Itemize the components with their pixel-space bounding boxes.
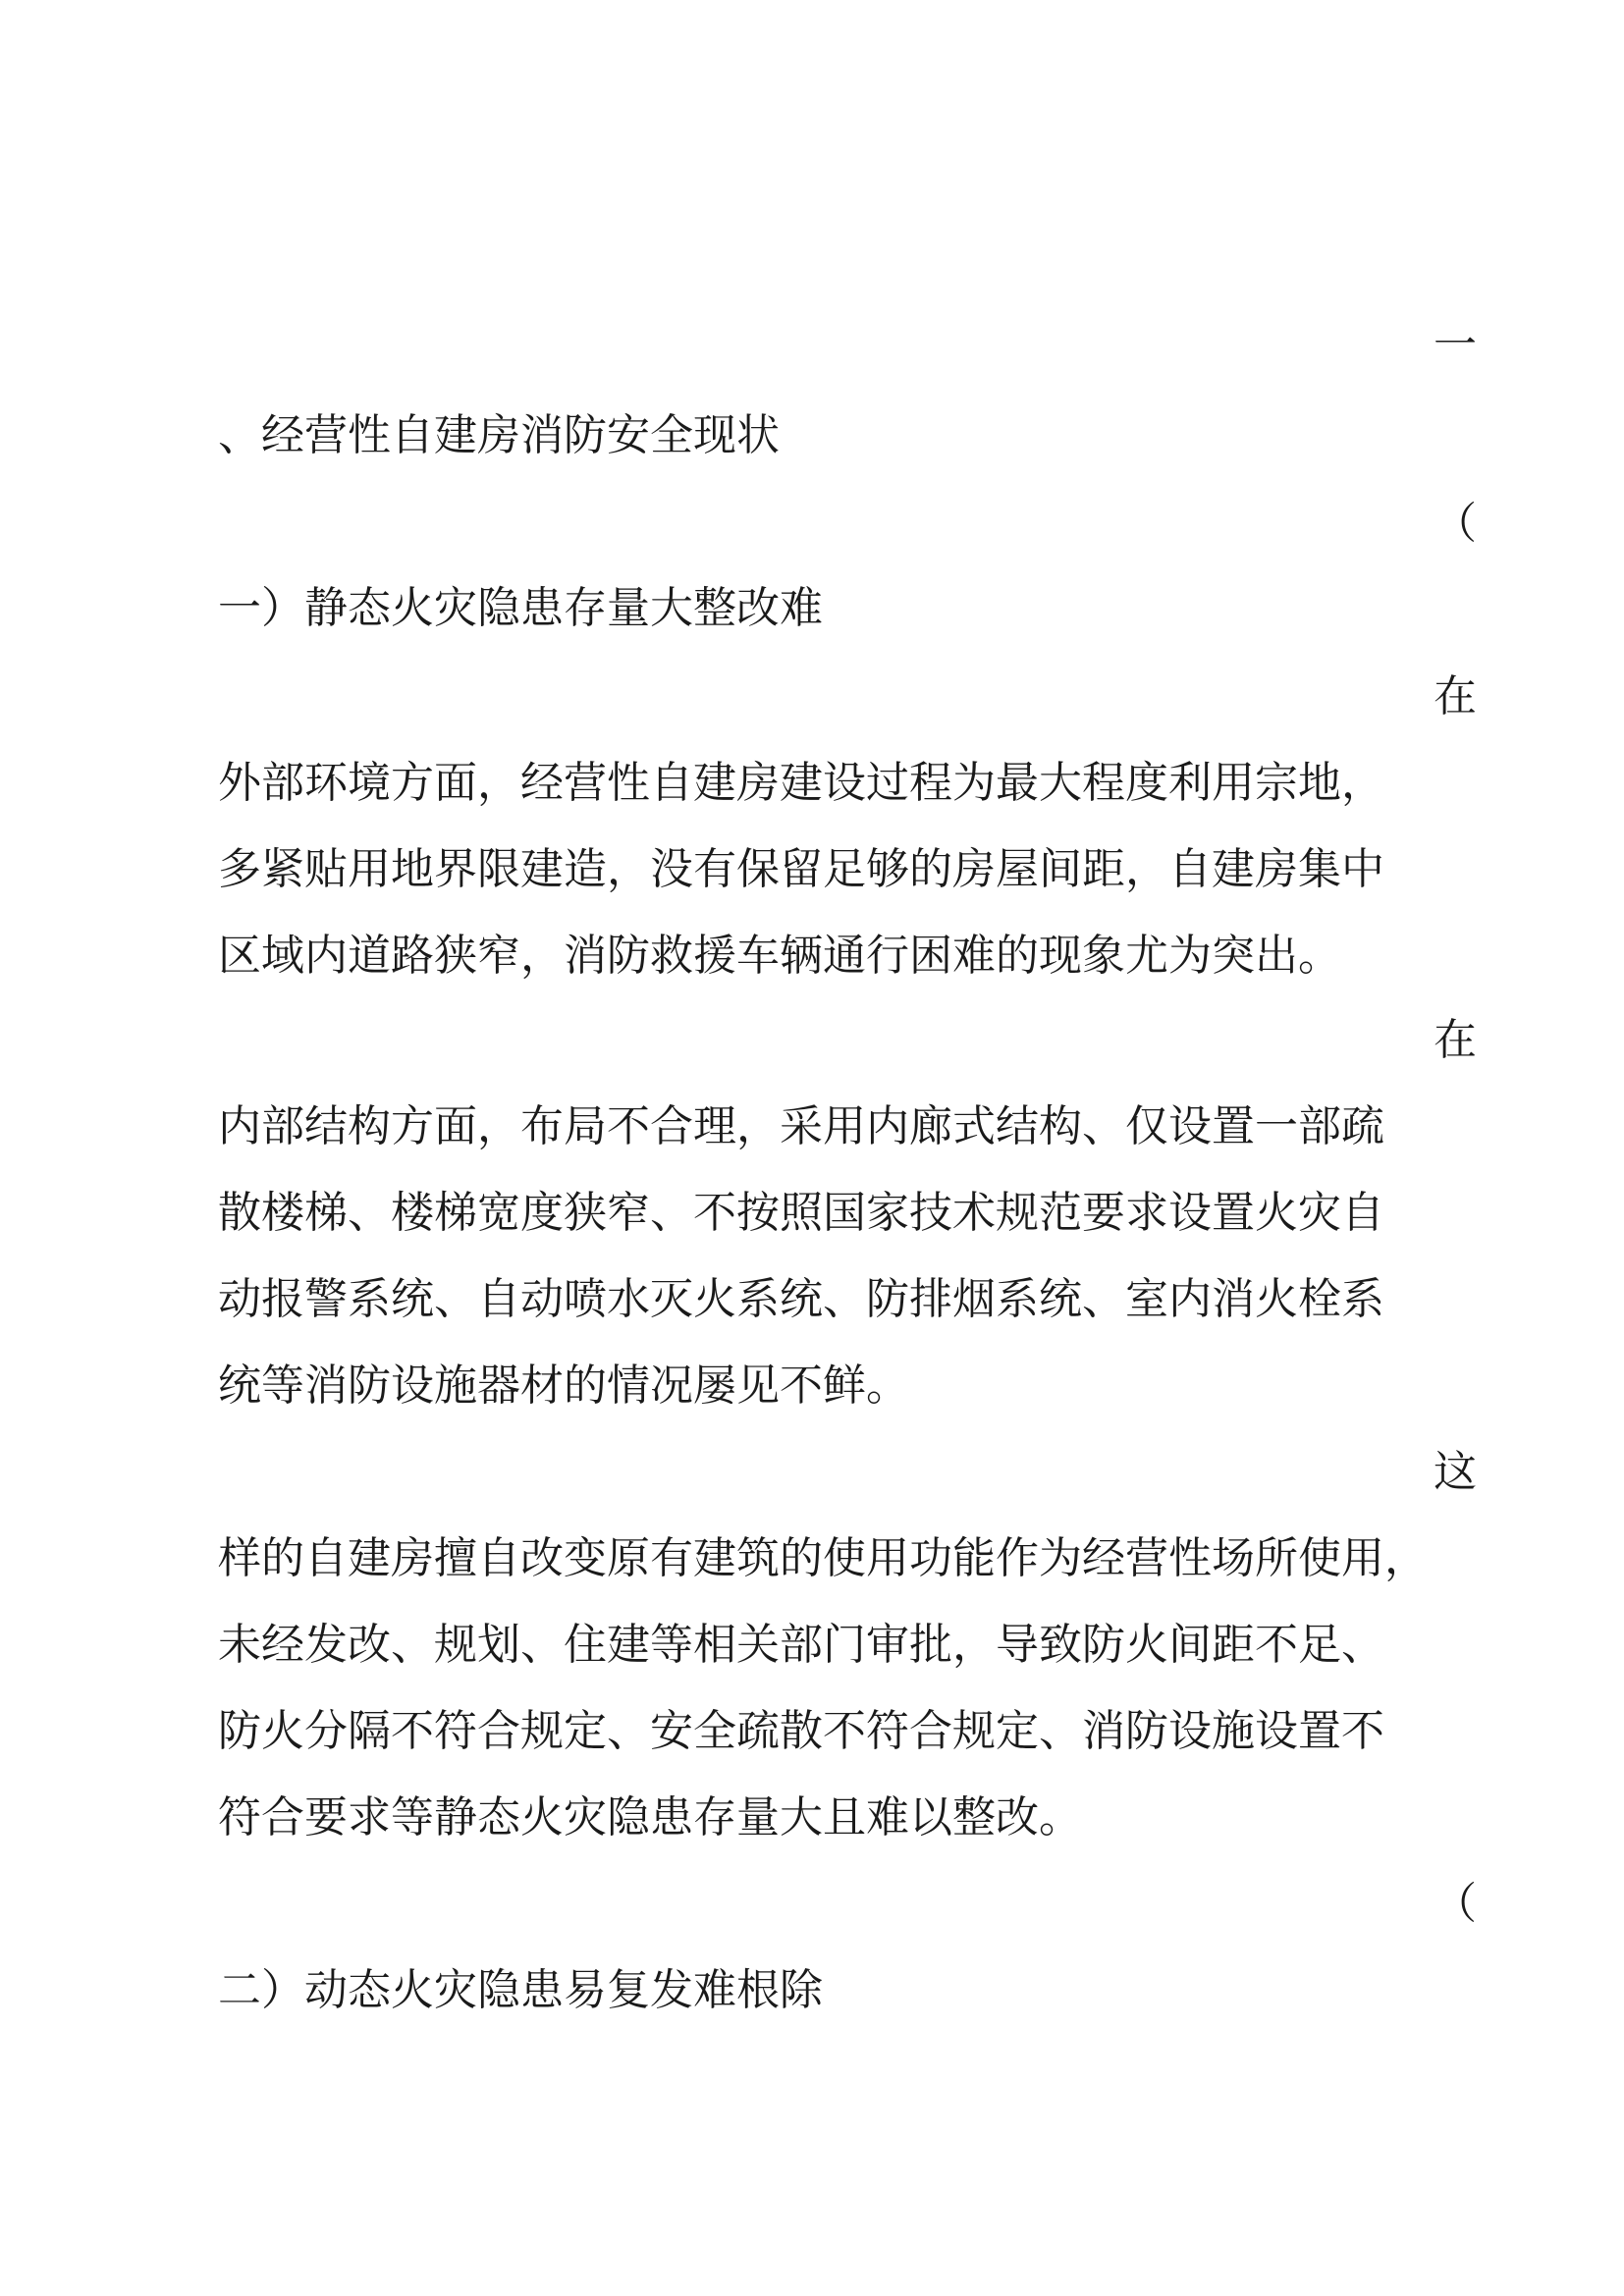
paragraph-line: 散楼梯、楼梯宽度狭窄、不按照国家技术规范要求设置火灾自 xyxy=(218,1188,1384,1238)
paragraph-first-char: 这 xyxy=(1434,1447,1477,1497)
paragraph-line: 符合要求等静态火灾隐患存量大且难以整改。 xyxy=(218,1792,1082,1842)
subsection-paren-fragment: （ xyxy=(1434,499,1477,549)
paragraph-line: 动报警系统、自动喷水灭火系统、防排烟系统、室内消火栓系 xyxy=(218,1274,1384,1324)
paragraph-line: 外部环境方面，经营性自建房建设过程为最大程度利用宗地， xyxy=(218,758,1384,808)
paragraph-first-char: 在 xyxy=(1434,671,1477,721)
paragraph-line: 内部结构方面，布局不合理，采用内廊式结构、仅设置一部疏 xyxy=(218,1101,1384,1151)
paragraph-line: 未经发改、规划、住建等相关部门审批，导致防火间距不足、 xyxy=(218,1620,1384,1670)
paragraph-line: 区域内道路狭窄，消防救援车辆通行困难的现象尤为突出。 xyxy=(218,931,1341,981)
section-heading: 、经营性自建房消防安全现状 xyxy=(218,410,780,460)
paragraph-line: 防火分隔不符合规定、安全疏散不符合规定、消防设施设置不 xyxy=(218,1706,1384,1756)
subsection-heading: 二）动态火灾隐患易复发难根除 xyxy=(218,1965,823,2015)
paragraph-first-char: 在 xyxy=(1434,1015,1477,1065)
section-number-fragment: 一 xyxy=(1434,320,1477,370)
subsection-paren-fragment: （ xyxy=(1434,1879,1477,1929)
subsection-heading: 一）静态火灾隐患存量大整改难 xyxy=(218,583,823,633)
paragraph-line: 多紧贴用地界限建造，没有保留足够的房屋间距，自建房集中 xyxy=(218,844,1384,894)
paragraph-line: 样的自建房擅自改变原有建筑的使用功能作为经营性场所使用， xyxy=(218,1533,1428,1583)
paragraph-line: 统等消防设施器材的情况屡见不鲜。 xyxy=(218,1361,909,1411)
